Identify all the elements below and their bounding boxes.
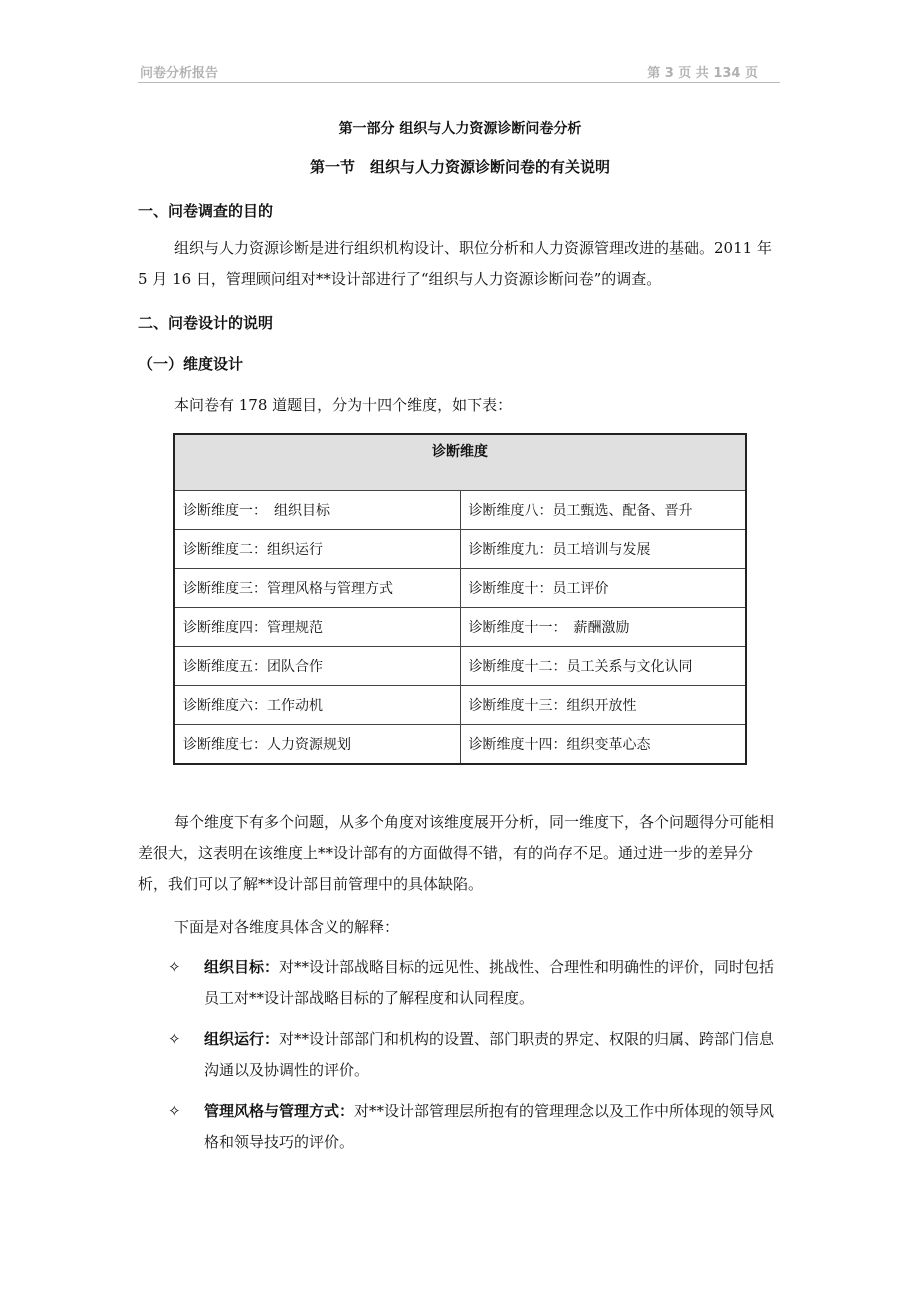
- section-title: 第一节 组织与人力资源诊断问卷的有关说明: [309, 158, 610, 176]
- table-row: [174, 569, 746, 608]
- table-cell: 诊断维度六：工作动机: [174, 686, 460, 725]
- bullet-term: 组织运行：: [204, 1030, 280, 1048]
- table-row: [174, 491, 746, 530]
- diamond-bullet-icon: ✧: [168, 1102, 181, 1120]
- table-cell: 诊断维度七：人力资源规划: [174, 725, 460, 764]
- page-header: [138, 60, 780, 83]
- table-cell: 诊断维度十：员工评价: [460, 569, 746, 608]
- table-cell: 诊断维度十二：员工关系与文化认同: [460, 647, 746, 686]
- header-doc-title: 问卷分析报告: [140, 66, 219, 81]
- bullet-text: 对**设计部部门和机构的设置、部门职责的界定、权限的归属、跨部门信息沟通以及协调性的评价。: [204, 1030, 775, 1079]
- subheading-dimension-design: （一）维度设计: [138, 355, 244, 373]
- table-row: [174, 647, 746, 686]
- paragraph-explanation-intro: 下面是对各维度具体含义的解释：: [174, 918, 400, 936]
- table-cell: 诊断维度八：员工甄选、配备、晋升: [460, 491, 746, 530]
- diamond-bullet-icon: ✧: [168, 1030, 181, 1048]
- table-cell: 诊断维度十一： 薪酬激励: [460, 608, 746, 647]
- table-row: [174, 530, 746, 569]
- heading-survey-design: 二、问卷设计的说明: [138, 314, 274, 332]
- table-row: [174, 686, 746, 725]
- table-header: 诊断维度: [174, 434, 746, 491]
- table-cell: 诊断维度十四：组织变革心态: [460, 725, 746, 764]
- bullet-term: 管理风格与管理方式：: [204, 1102, 355, 1120]
- table-cell: 诊断维度十三：组织开放性: [460, 686, 746, 725]
- bullet-item: [168, 952, 780, 1014]
- table-cell: 诊断维度二：组织运行: [174, 530, 460, 569]
- bullet-term: 组织目标：: [204, 958, 280, 976]
- table-cell: 诊断维度九：员工培训与发展: [460, 530, 746, 569]
- table-cell: 诊断维度一： 组织目标: [174, 491, 460, 530]
- table-row: [174, 725, 746, 764]
- paragraph-survey-purpose: 组织与人力资源诊断是进行组织机构设计、职位分析和人力资源管理改进的基础。2011 年 5 月 16 日，管理顾问组对**设计部进行了“组织与人力资源诊断问卷”的调查。: [138, 239, 772, 288]
- bullet-item: [168, 1096, 780, 1158]
- bullet-text: 对**设计部战略目标的远见性、挑战性、合理性和明确性的评价，同时包括员工对**设计部战略目标的了解程度和认同程度。: [204, 958, 775, 1007]
- header-page-number: 第 3 页 共 134 页: [647, 66, 758, 81]
- bullet-item: [168, 1024, 780, 1086]
- table-cell: 诊断维度五：团队合作: [174, 647, 460, 686]
- heading-survey-purpose: 一、问卷调查的目的: [138, 202, 274, 220]
- table-row: [174, 608, 746, 647]
- paragraph-dimension-intro: 本问卷有 178 道题目，分为十四个维度，如下表：: [174, 396, 513, 414]
- table-cell: 诊断维度三：管理风格与管理方式: [174, 569, 460, 608]
- diamond-bullet-icon: ✧: [168, 958, 181, 976]
- table-cell: 诊断维度四：管理规范: [174, 608, 460, 647]
- bullet-text: 对**设计部管理层所抱有的管理理念以及工作中所体现的领导风格和领导技巧的评价。: [204, 1102, 775, 1151]
- dimension-table: [173, 433, 747, 765]
- part-title: 第一部分 组织与人力资源诊断问卷分析: [338, 121, 582, 137]
- paragraph-dimension-analysis: 每个维度下有多个问题，从多个角度对该维度展开分析，同一维度下，各个问题得分可能相差很大，这表明在该维度上**设计部有的方面做得不错，有的尚存不足。通过进一步的差异分析，我们可以了解**设计部目前管理中的具体缺陷。: [138, 813, 775, 893]
